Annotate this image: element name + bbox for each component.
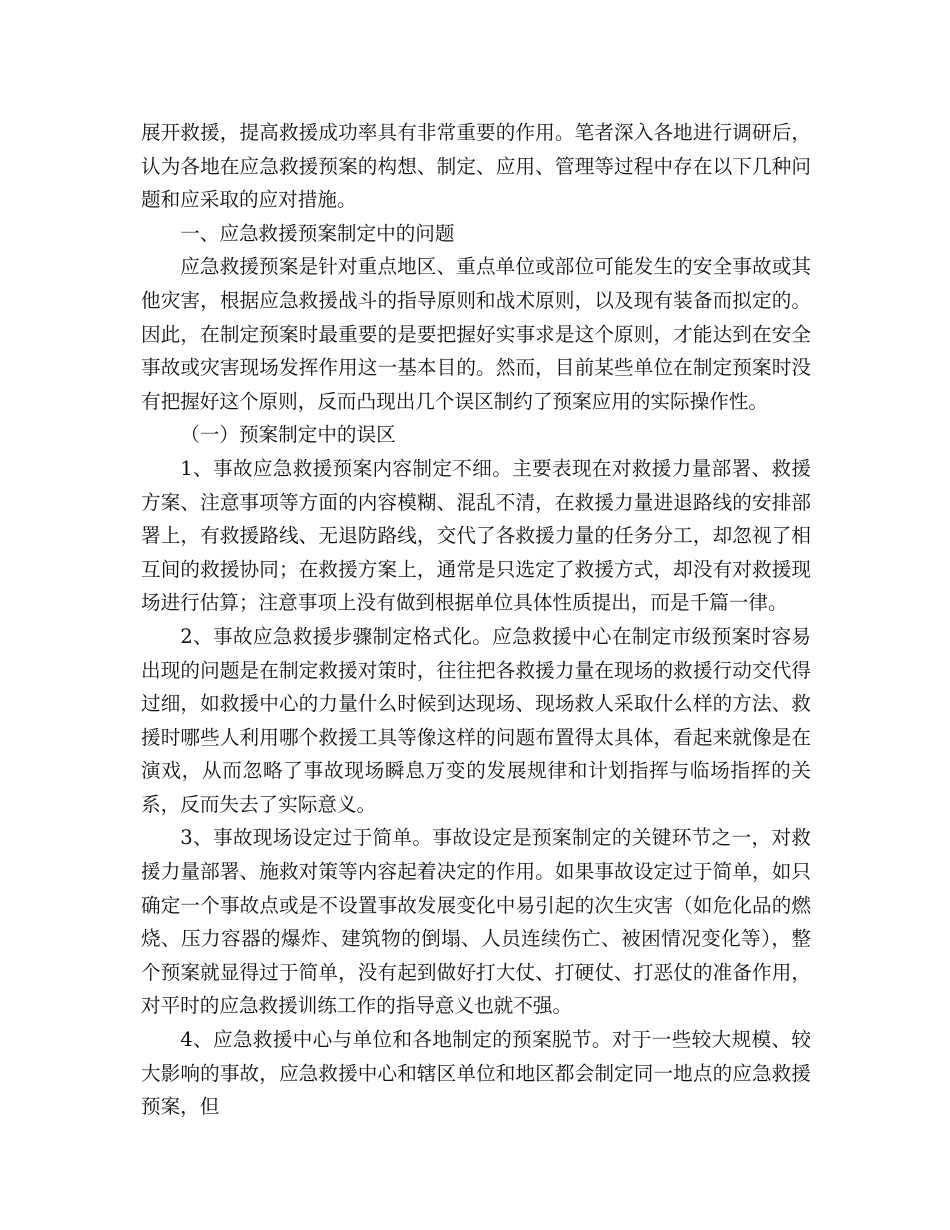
paragraph-item-4: 4、应急救援中心与单位和各地制定的预案脱节。对于一些较大规模、较大影响的事故，应急救援中心和辖区单位和地区都会制定同一地点的应急救援预案，但 — [141, 1028, 811, 1119]
document-body — [141, 116, 811, 1124]
paragraph-item-3: 3、事故现场设定过于简单。事故设定是预案制定的关键环节之一，对救援力量部署、施救对策等内容起着决定的作用。如果事故设定过于简单，如只确定一个事故点或是不设置事故发展变化中易引起的次生灾害（如危化品的燃烧、压力容器的爆炸、建筑物的倒塌、人员连续伤亡、被困情况变化等），整个预案就显得过于简单，没有起到做好打大仗、打硬仗、打恶仗的准备作用，对平时的应急救援训练工作的指导意义也就不强。 — [141, 826, 811, 1018]
paragraph-item-2: 2、事故应急救援步骤制定格式化。应急救援中心在制定市级预案时容易出现的问题是在制定救援对策时，往往把各救援力量在现场的救援行动交代得过细，如救援中心的力量什么时候到达现场、现场救人采取什么样的方法、救援时哪些人利用哪个救援工具等像这样的问题布置得太具体，看起来就像是在演戏，从而忽略了事故现场瞬息万变的发展规律和计划指挥与临场指挥的关系，反而失去了实际意义。 — [141, 624, 811, 816]
subsection-heading-1: （一）预案制定中的误区 — [180, 423, 396, 447]
paragraph-intro-continuation: 展开救援，提高救援成功率具有非常重要的作用。笔者深入各地进行调研后，认为各地在应急救援预案的构想、制定、应用、管理等过程中存在以下几种问题和应采取的应对措施。 — [141, 121, 811, 212]
section-heading-1: 一、应急救援预案制定中的问题 — [180, 221, 455, 245]
paragraph-item-1: 1、事故应急救援预案内容制定不细。主要表现在对救援力量部署、救援方案、注意事项等方面的内容模糊、混乱不清，在救援力量进退路线的安排部署上，有救援路线、无退防路线，交代了各救援力量的任务分工，却忽视了相互间的救援协同；在救援方案上，通常是只选定了救援方式，却没有对救援现场进行估算；注意事项上没有做到根据单位具体性质提出，而是千篇一律。 — [141, 456, 811, 615]
paragraph-plan-definition: 应急救援预案是针对重点地区、重点单位或部位可能发生的安全事故或其他灾害，根据应急救援战斗的指导原则和战术原则，以及现有装备而拟定的。因此，在制定预案时最重要的是要把握好实事求是这个原则，才能达到在安全事故或灾害现场发挥作用这一基本目的。然而，目前某些单位在制定预案时没有把握好这个原则，反而凸现出几个误区制约了预案应用的实际操作性。 — [141, 255, 811, 413]
